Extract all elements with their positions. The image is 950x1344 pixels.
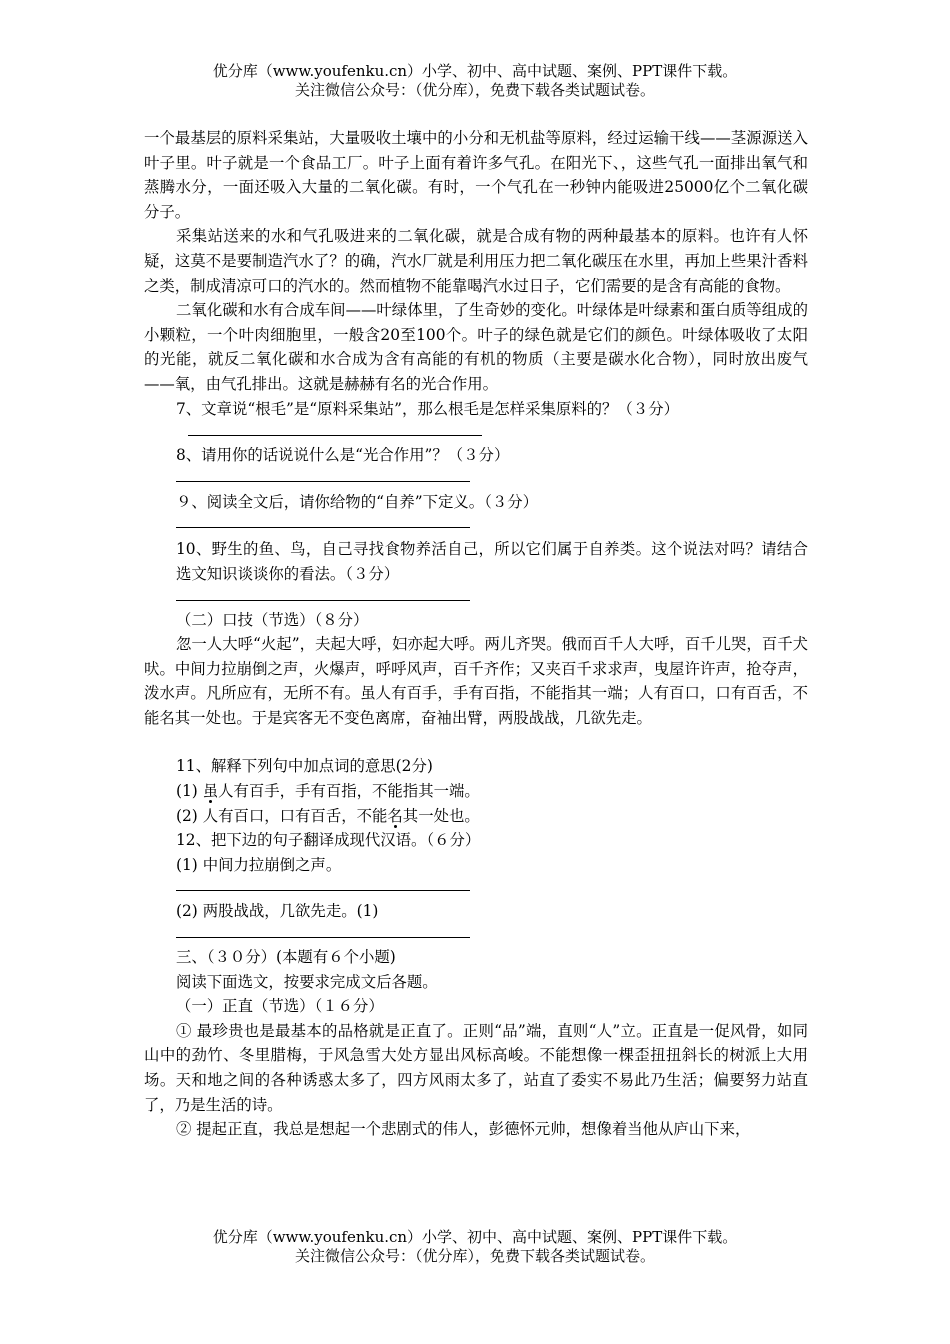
q11-2-suffix: 其一处也。 — [402, 806, 480, 825]
page-header — [0, 62, 950, 100]
question-11: 11、解释下列句中加点词的意思(2分) — [176, 757, 433, 776]
zhengzhi-paragraph-2: ② 提起正直，我总是想起一个悲剧式的伟人，彭德怀元帅，想像着当他从庐山下来， — [176, 1120, 751, 1139]
zhengzhi-paragraph-1: ① 最珍贵也是最基本的品格就是正直了。正则“品”端，直则“人”立。正直是一促风骨，如同山中的劲竹、冬里腊梅，于风急雪大处方显出风标高峻。不能想像一棵歪扭扭斜长的树派上大用场。天和地之间的各种诱惑太多了，四方风雨太多了，站直了委实不易此乃生活；偏要努力站直了，乃是生活的诗。 — [144, 1021, 808, 1114]
question-12-item-1: (1) 中间力拉崩倒之声。 — [176, 855, 342, 874]
passage-paragraph: 一个最基层的原料采集站，大量吸收土壤中的小分和无机盐等原料，经过运输干线——茎源源送入叶子里。叶子就是一个食品工厂。叶子上面有着许多气孔。在阳光下、，这些气孔一面排出氧气和蒸腾水分，一面还吸入大量的二氧化碳。有时，一个气孔在一秒钟内能吸进25000亿个二氧化碳分子。 — [144, 129, 808, 221]
q11-1-dotted-word: 虽 — [202, 782, 219, 801]
answer-line-7[interactable] — [188, 435, 482, 436]
answer-line-8[interactable] — [176, 481, 470, 482]
question-11-item-1 — [144, 779, 808, 804]
answer-line-12-2[interactable] — [176, 937, 470, 938]
header-line-1: 优分库（www.youfenku.cn）小学、初中、高中试题、案例、PPT课件下载。 — [212, 62, 738, 80]
section-3-instruction: 阅读下面选文，按要求完成文后各题。 — [176, 972, 438, 991]
question-10: 10、野生的鱼、鸟，自己寻找食物养活自己，所以它们属于自养类。这个说法对吗？请结合选文知识谈谈你的看法。（３分） — [176, 540, 808, 583]
answer-line-10[interactable] — [176, 600, 470, 601]
section-title-zhengzhi: （一）正直（节选）（１６分） — [176, 997, 384, 1016]
document-body — [144, 126, 808, 1142]
header-line-2: 关注微信公众号：（优分库），免费下载各类试题试卷。 — [294, 81, 655, 99]
footer-line-1: 优分库（www.youfenku.cn）小学、初中、高中试题、案例、PPT课件下载。 — [212, 1228, 738, 1246]
question-8: 8、请用你的话说说什么是“光合作用”？（３分） — [176, 446, 510, 465]
question-12: 12、把下边的句子翻译成现代汉语。（６分） — [176, 831, 481, 850]
section-title-3: 三、（３０分）(本题有６个小题) — [176, 948, 396, 967]
question-7: 7、文章说“根毛”是“原料采集站”，那么根毛是怎样采集原料的？（３分） — [176, 399, 679, 418]
answer-line-9[interactable] — [176, 527, 470, 528]
answer-line-12-1[interactable] — [176, 890, 470, 891]
footer-line-2: 关注微信公众号：（优分库），免费下载各类试题试卷。 — [294, 1247, 655, 1265]
passage-paragraph: 采集站送来的水和气孔吸进来的二氧化碳，就是合成有物的两种最基本的原料。也许有人怀疑，这莫不是要制造汽水了？的确，汽水厂就是利用压力把二氧化碳压在水里，再加上些果汁香料之类，制成清凉可口的汽水的。然而植物不能靠喝汽水过日子，它们需要的是含有高能的食物。 — [144, 227, 808, 295]
page-footer — [0, 1228, 950, 1266]
question-11-item-2 — [144, 804, 808, 829]
q11-2-dotted-word: 名 — [387, 806, 403, 825]
q11-1-suffix: 人有百手，手有百指，不能指其一端。 — [218, 782, 480, 801]
section-title-kouji: （二）口技（节选）（８分） — [176, 610, 369, 629]
q11-2-prefix: (2) 人有百口，口有百舌，不能 — [176, 806, 388, 825]
kouji-paragraph: 忽一人大呼“火起”，夫起大呼，妇亦起大呼。两儿齐哭。俄而百千人大呼，百千儿哭，百千犬吠。中间力拉崩倒之声，火爆声，呼呼风声，百千齐作；又夹百千求求声，曳屋许许声，抢夺声，泼水声。凡所应有，无所不有。虽人有百手，手有百指，不能指其一端；人有百口，口有百舌，不能名其一处也。于是宾客无不变色离席，奋袖出臂，两股战战，几欲先走。 — [144, 635, 808, 727]
question-12-item-2: (2) 两股战战，几欲先走。(1) — [176, 902, 379, 921]
question-9: ９、阅读全文后，请你给物的“自养”下定义。（３分） — [176, 492, 539, 511]
q11-1-prefix: (1) — [176, 782, 203, 801]
passage-paragraph: 二氧化碳和水有合成车间——叶绿体里，了生奇妙的变化。叶绿体是叶绿素和蛋白质等组成的小颗粒，一个叶肉细胞里，一般含20至100个。叶子的绿色就是它们的颜色。叶绿体吸收了太阳的光能，就反二氧化碳和水合成为含有高能的有机的物质（主要是碳水化合物），同时放出废气——氧，由气孔排出。这就是赫赫有名的光合作用。 — [144, 301, 808, 393]
